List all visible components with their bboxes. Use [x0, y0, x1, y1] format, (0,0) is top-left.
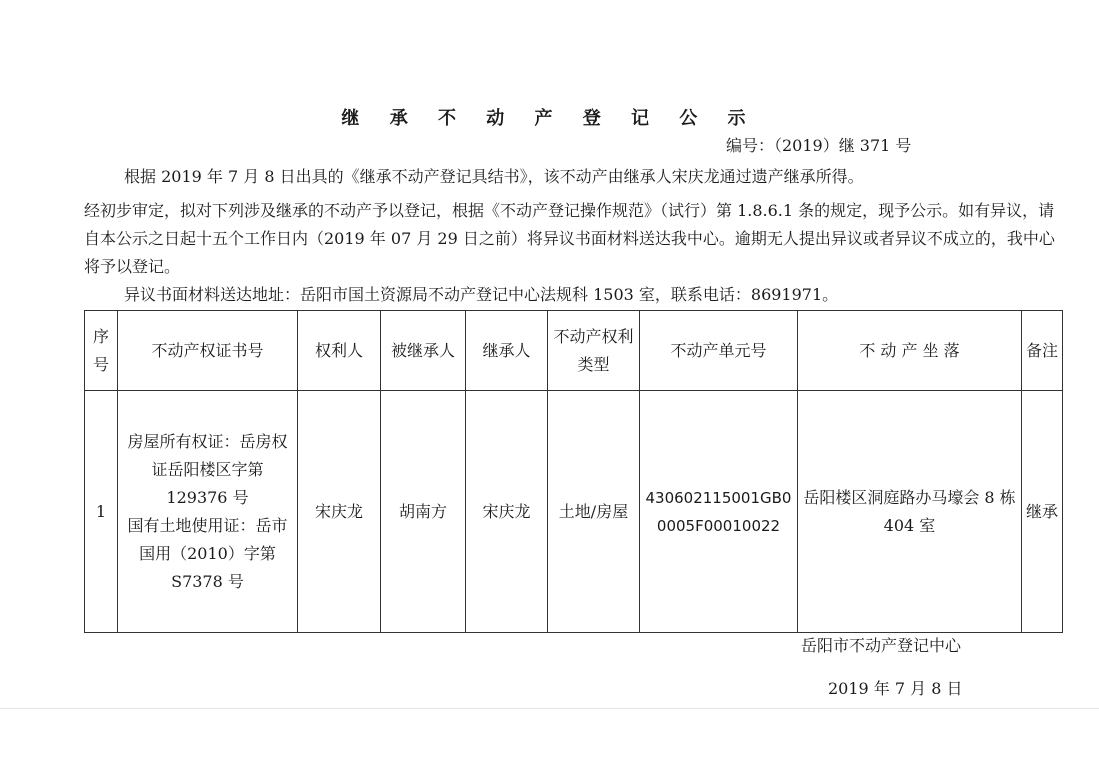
property-table	[84, 310, 1063, 633]
cell-heir: 宋庆龙	[466, 391, 548, 633]
header-heir: 继承人	[466, 311, 548, 391]
header-cert-no: 不动产权证书号	[118, 311, 298, 391]
header-location: 不 动 产 坐 落	[798, 311, 1022, 391]
paragraph-address: 异议书面材料送达地址：岳阳市国土资源局不动产登记中心法规科 1503 室，联系电话：8691971。	[124, 285, 839, 304]
cell-cert-no	[118, 391, 298, 633]
cell-remark: 继承	[1022, 391, 1063, 633]
paragraph-review: 经初步审定，拟对下列涉及继承的不动产予以登记，根据《不动产登记操作规范》（试行）第 1.8.6.1 条的规定，现予公示。如有异议，请自本公示之日起十五个工作日内（2019 年 07 月 29 日之前）将异议书面材料送达我中心。逾期无人提出异议或者异议不成立的，我中心将予以登记。	[84, 201, 1055, 276]
paragraph-intro: 根据 2019 年 7 月 8 日出具的《继承不动产登记具结书》，该不动产由继承人宋庆龙通过遗产继承所得。	[124, 167, 864, 186]
scan-divider	[0, 708, 1099, 709]
header-seq: 序号	[85, 311, 118, 391]
issue-date: 2019 年 7 月 8 日	[828, 679, 963, 698]
table-row	[85, 391, 1063, 633]
cell-holder: 宋庆龙	[298, 391, 381, 633]
issuer-signature: 岳阳市不动产登记中心	[801, 636, 962, 655]
cell-decedent: 胡南方	[381, 391, 466, 633]
page-title: 继 承 不 动 产 登 记 公 示	[341, 108, 758, 129]
cell-right-type: 土地/房屋	[548, 391, 640, 633]
header-unit-no: 不动产单元号	[640, 311, 798, 391]
header-remark: 备注	[1022, 311, 1063, 391]
cert-house: 房屋所有权证：岳房权证岳阳楼区字第 129376 号	[127, 431, 288, 507]
cell-unit-no: 430602115001GB00005F00010022	[640, 391, 798, 633]
document-number: 编号：（2019）继 371 号	[726, 136, 912, 155]
header-holder: 权利人	[298, 311, 381, 391]
header-decedent: 被继承人	[381, 311, 466, 391]
table-header-row	[85, 311, 1063, 391]
cell-location: 岳阳楼区洞庭路办马壕会 8 栋 404 室	[798, 391, 1022, 633]
cell-seq: 1	[85, 391, 118, 633]
cert-land: 国有土地使用证：岳市国用（2010）字第 S7378 号	[127, 515, 288, 591]
header-right-type: 不动产权利类型	[548, 311, 640, 391]
